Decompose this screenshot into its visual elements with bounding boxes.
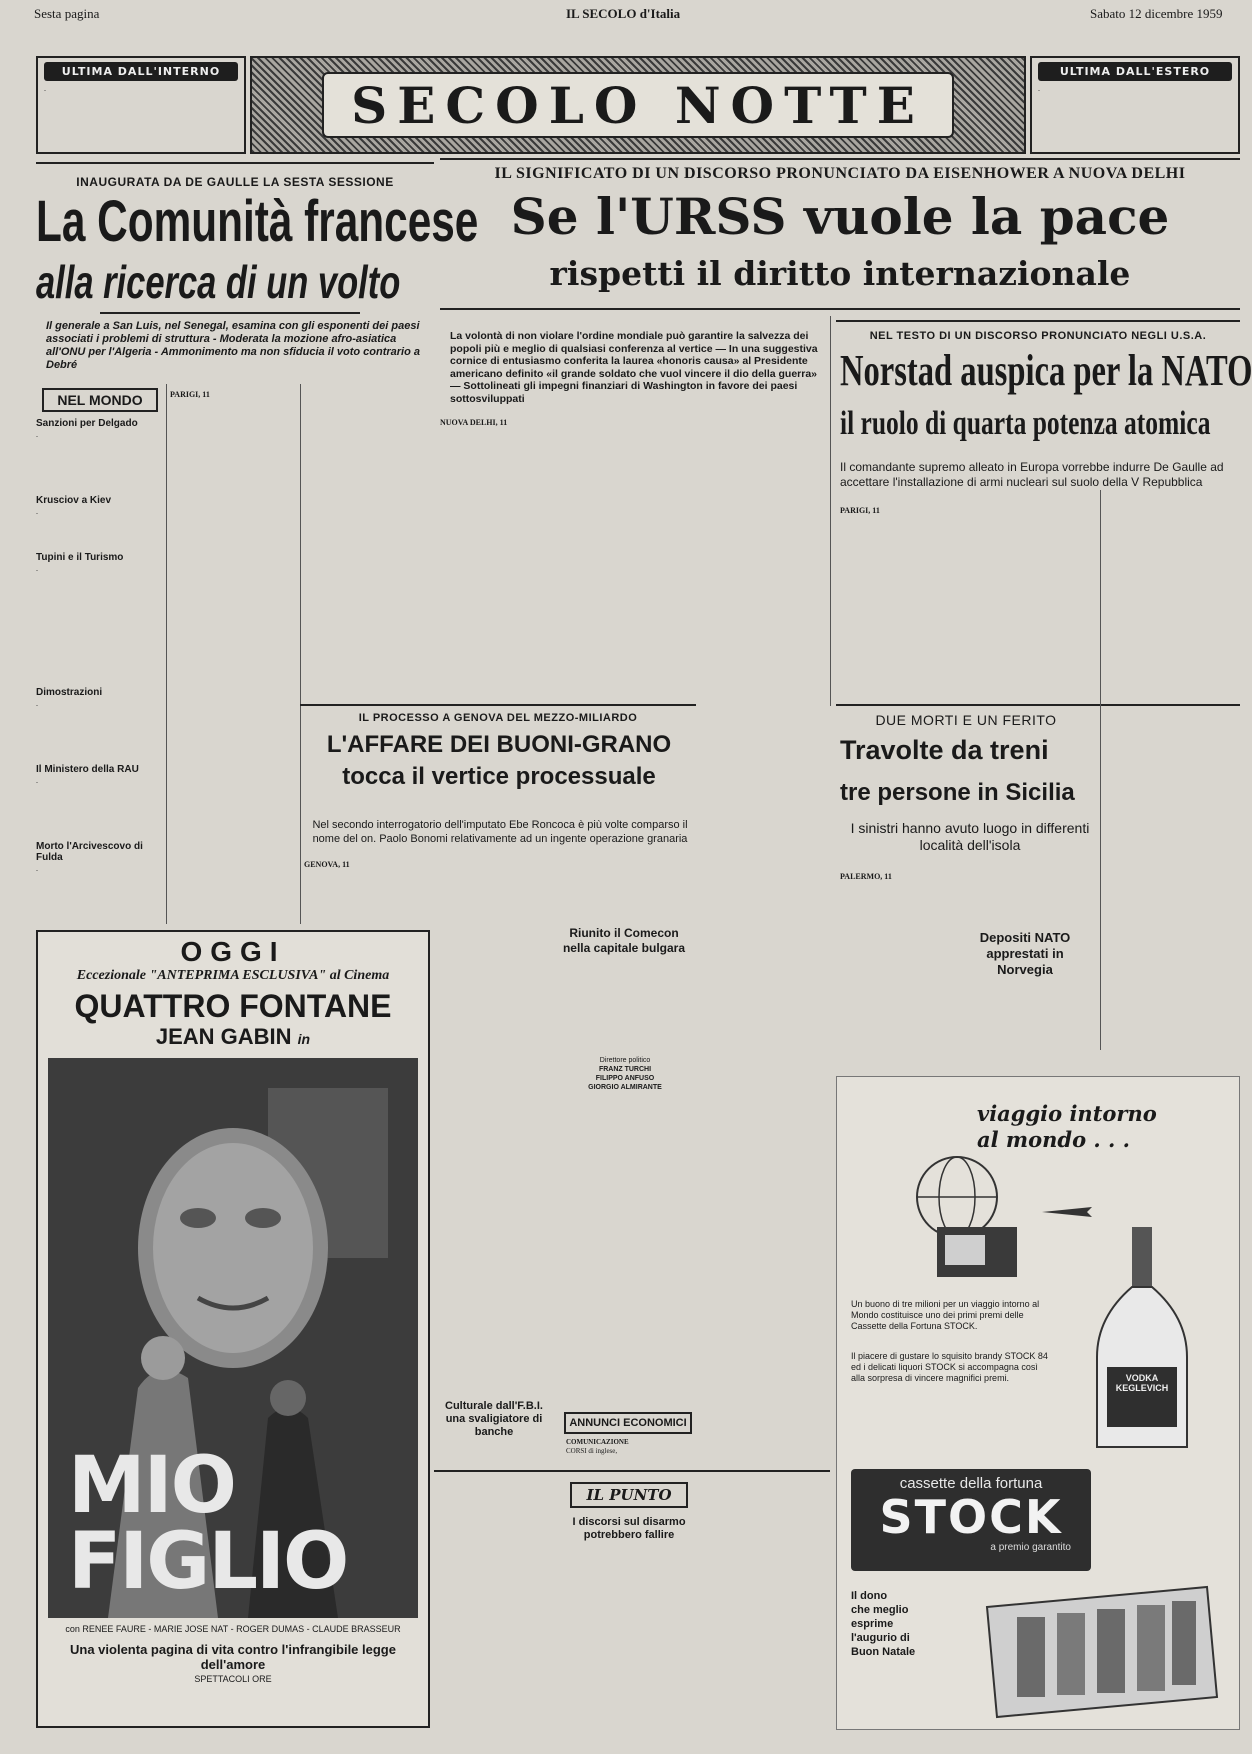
left-kicker: INAUGURATA DA DE GAULLE LA SESTA SESSIONE [76, 175, 394, 189]
vodka-bottle-icon [1087, 1227, 1197, 1457]
nato-norvegia-headline: Depositi NATO apprestati in Norvegia [979, 930, 1071, 977]
ultima-interno-text: . [44, 84, 46, 93]
norstad-headline-2: il ruolo di quarta potenza atomica [840, 405, 1211, 442]
stock-ad-body-2: Il piacere di gustare lo squisito brandy STOCK 84 ed i delicati liquori STOCK si accompagna così alla sorpresa di vincere magnifici premi. [851, 1351, 1048, 1383]
stock-brand: STOCK [879, 1490, 1063, 1544]
nel-mondo-item-4: Dimostrazioni [36, 687, 103, 698]
stock-dono-2: che meglio [851, 1604, 909, 1616]
credits-name-3: GIORGIO ALMIRANTE [588, 1084, 662, 1091]
ultima-estero-box [1030, 56, 1240, 154]
movie-title-2: FIGLIO [68, 1517, 348, 1607]
treni-headline-1: Travolte da treni [840, 735, 1049, 765]
main-kicker: IL SIGNIFICATO DI UN DISCORSO PRONUNCIATO DA EISENHOWER A NUOVA DELHI [494, 165, 1186, 182]
culturale-headline-2: una svaligiatore di banche [445, 1413, 543, 1438]
norstad-headline-1: Norstad auspica per la NATO [840, 346, 1252, 395]
norstad-subhead: Il comandante supremo alleato in Europa vorrebbe indurre De Gaulle ad accettare l'installazione di armi nucleari sul suolo della V Repubblica [840, 460, 1224, 489]
left-headline-1: La Comunità francese [36, 189, 479, 254]
movie-ad-show: SPETTACOLI ORE [194, 1674, 272, 1684]
credits-label: Direttore politico [599, 1057, 651, 1064]
ultima-interno-title: ULTIMA DALL'INTERNO [44, 62, 238, 81]
globe-icon [897, 1147, 1037, 1287]
stock-dono-5: Buon Natale [851, 1646, 916, 1658]
airplane-icon [1037, 1197, 1097, 1227]
treni-kicker: DUE MORTI E UN FERITO [875, 712, 1057, 728]
gift-box-illustration [967, 1567, 1227, 1723]
movie-ad-line2: Eccezionale "ANTEPRIMA ESCLUSIVA" al Cinema [76, 968, 390, 983]
movie-ad-tagline: Una violenta pagina di vita contro l'infrangibile legge dell'amore [70, 1642, 396, 1672]
nel-mondo-item-3: Tupini e il Turismo [36, 552, 124, 563]
main-subhead: La volontà di non violare l'ordine mondiale può garantire la salvezza dei popoli più e meglio di qualsiasi conferenza al vertice — In una suggestiva cornice di entusiasmo conferita la laurea «honoris causa» al Presidente americano definito «il grande soldato che vuol vincere il dio della guerra» — Sottolineati gli impegni finanziari di Washington in favore dei paesi sottosviluppati [450, 330, 818, 405]
movie-ad-actor: JEAN GABIN [155, 1024, 292, 1049]
masthead [250, 56, 1026, 154]
annunci-body [566, 1438, 692, 1456]
annunci-line: CORSI di inglese, [566, 1447, 618, 1455]
issue-date: Sabato 12 dicembre 1959 [1090, 6, 1223, 21]
nel-mondo-column: NEL MONDO Sanzioni per Delgado . Krusciov a Kiev . Tupini e il Turismo . Dimostrazioni . Il Ministero della RAU . Morto l'Arcivescovo di Fulda . [36, 384, 164, 924]
annunci-sub: COMUNICAZIONE [566, 1438, 629, 1446]
vodka-label [1109, 1373, 1175, 1393]
movie-poster [48, 1058, 418, 1618]
movie-ad-oggi: OGGI [180, 936, 286, 967]
punto-headline-2: potrebbero fallire [583, 1529, 675, 1541]
vodka-label-1: VODKA [1125, 1373, 1159, 1383]
nel-mondo-title: NEL MONDO [42, 388, 158, 412]
stock-premio: a premio garantito [990, 1542, 1071, 1553]
stock-logo-box [851, 1469, 1091, 1571]
main-headline-2: rispetti il diritto internazionale [549, 254, 1131, 293]
main-dateline: NUOVA DELHI, 11 [440, 418, 508, 427]
credits-name-2: FILIPPO ANFUSO [595, 1075, 655, 1082]
norstad-dateline: PARIGI, 11 [840, 506, 880, 515]
left-story-body [170, 384, 300, 402]
movie-ad-cast: con RENEE FAURE - MARIE JOSE NAT - ROGER DUMAS - CLAUDE BRASSEUR [65, 1624, 401, 1634]
stock-ad-title-2: al mondo . . . [977, 1127, 1130, 1152]
main-headline-1: Se l'URSS vuole la pace [510, 187, 1170, 246]
buoni-kicker: IL PROCESSO A GENOVA DEL MEZZO-MILIARDO [358, 712, 638, 724]
treni-dateline: PALERMO, 11 [840, 872, 892, 881]
masthead-title: SECOLO NOTTE [351, 75, 925, 135]
stock-dono-4: l'augurio di [851, 1632, 910, 1644]
culturale-headline [434, 1400, 554, 1439]
buoni-headline-1: L'AFFARE DEI BUONI-GRANO [326, 731, 672, 758]
credits [560, 1056, 690, 1092]
stock-dono-1: Il dono [851, 1590, 888, 1602]
nel-mondo-item-2: Krusciov a Kiev [36, 495, 112, 506]
treni-headline-2: tre persone in Sicilia [840, 779, 1075, 806]
buoni-dateline: GENOVA, 11 [304, 860, 350, 869]
movie-title [68, 1441, 348, 1607]
movie-title-1: MIO [68, 1441, 235, 1531]
buoni-headline-2: tocca il vertice processuale [342, 763, 656, 790]
left-headline-2: alla ricerca di un volto [36, 256, 401, 308]
nel-mondo-item-6: Morto l'Arcivescovo di Fulda [36, 841, 143, 863]
stock-dono-3: esprime [851, 1618, 894, 1630]
punto-headline [566, 1516, 692, 1542]
treni-subhead: I sinistri hanno avuto luogo in differenti località dell'isola [850, 820, 1090, 853]
movie-ad-in: in [297, 1031, 311, 1047]
comecon-headline-1: Riunito il Comecon [569, 926, 679, 940]
stock-dono [851, 1589, 971, 1659]
norstad-kicker: NEL TESTO DI UN DISCORSO PRONUNCIATO NEGLI U.S.A. [869, 330, 1207, 342]
paper-name: IL SECOLO d'Italia [566, 6, 681, 21]
comecon-headline-2: nella capitale bulgara [562, 941, 686, 955]
comecon-headline [556, 926, 692, 956]
buoni-subhead: Nel secondo interrogatorio dell'imputato Ebe Roncoca è più volte comparso il nome del on. Paolo Bonomi relativamente ad un ingente operazione granaria [312, 819, 688, 845]
punto-title: IL PUNTO [570, 1482, 688, 1508]
left-dateline: PARIGI, 11 [170, 390, 210, 399]
nel-mondo-item-1: Sanzioni per Delgado [36, 418, 138, 429]
stock-ad-body: Un buono di tre milioni per un viaggio intorno al Mondo costituisce uno dei primi premi delle Cassette della Fortuna STOCK. [851, 1299, 1040, 1331]
movie-ad [36, 930, 430, 1728]
ultima-estero-text: . [1038, 84, 1040, 93]
credits-name-1: FRANZ TURCHI [598, 1066, 652, 1073]
punto-headline-1: I discorsi sul disarmo [572, 1516, 686, 1528]
annunci-title: ANNUNCI ECONOMICI [564, 1412, 692, 1434]
stock-ad [836, 1076, 1240, 1730]
ultima-estero-title: ULTIMA DALL'ESTERO [1038, 62, 1232, 81]
page-number: Sesta pagina [34, 6, 100, 21]
vodka-label-2: KEGLEVICH [1115, 1383, 1169, 1393]
nel-mondo-item-5: Il Ministero della RAU [36, 764, 139, 775]
stock-box-top: cassette della fortuna [899, 1475, 1043, 1492]
culturale-headline-1: Culturale dall'F.B.I. [445, 1400, 543, 1412]
stock-ad-title-1: viaggio intorno [977, 1101, 1157, 1126]
left-subhead: Il generale a San Luis, nel Senegal, esamina con gli esponenti dei paesi associati i problemi di struttura - Moderata la mozione afro-asiatica all'ONU per l'Algeria - Ammonimento ma non sfiducia il voto contrario a Debré [46, 320, 420, 371]
ultima-interno-box [36, 56, 246, 154]
movie-ad-cinema: QUATTRO FONTANE [74, 988, 392, 1024]
stock-ad-title [977, 1101, 1157, 1153]
